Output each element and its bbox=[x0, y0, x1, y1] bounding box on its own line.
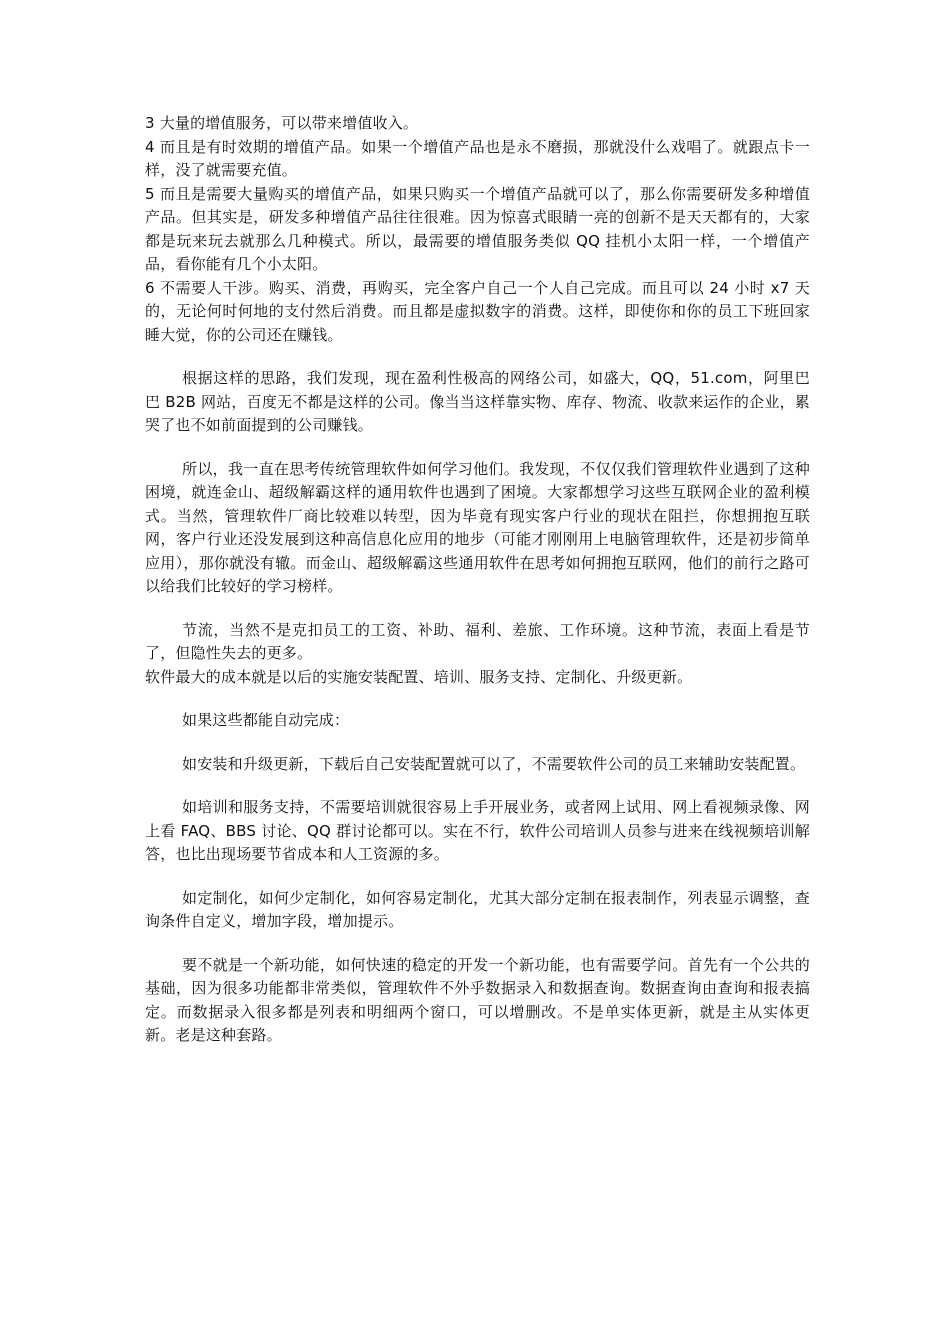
paragraph-management-software: 所以，我一直在思考传统管理软件如何学习他们。我发现，不仅仅我们管理软件业遇到了这种困境，就连金山、超级解霸这样的通用软件也遇到了困境。大家都想学习这些互联网企业的盈利模式。当然，管理软件厂商比较难以转型，因为毕竟有现实客户行业的现状在阻拦，你想拥抱互联网，客户行业还没发展到这种高信息化应用的地步（可能才刚刚用上电脑管理软件，还是初步简单应用），那你就没有辙。而金山、超级解霸这些通用软件在思考如何拥抱互联网，他们的前行之路可以给我们比较好的学习榜样。 bbox=[145, 459, 810, 595]
paragraph-new-feature: 要不就是一个新功能，如何快速的稳定的开发一个新功能，也有需要学问。首先有一个公共的基础，因为很多功能都非常类似，管理软件不外乎数据录入和数据查询。数据查询由查询和报表搞定。而数据录入很多都是列表和明细两个窗口，可以增删改。不是单实体更新，就是主从实体更新。老是这种套路。 bbox=[145, 955, 810, 1044]
paragraph-largest-cost: 软件最大的成本就是以后的实施安装配置、培训、服务支持、定制化、升级更新。 bbox=[145, 667, 693, 686]
list-item-4: 4 而且是有时效期的增值产品。如果一个增值产品也是永不磨损，那就没什么戏唱了。就跟点卡一样，没了就需要充值。 bbox=[145, 137, 810, 179]
paragraph-cost-saving: 节流，当然不是克扣员工的工资、补助、福利、差旅、工作环境。这种节流，表面上看是节了，但隐性失去的更多。 bbox=[145, 620, 810, 662]
paragraph-internet-companies: 根据这样的思路，我们发现，现在盈利性极高的网络公司，如盛大，QQ，51.com，阿里巴巴 B2B 网站，百度无不都是这样的公司。像当当这样靠实物、库存、物流、收款来运作的企业，累哭了也不如前面提到的公司赚钱。 bbox=[145, 369, 810, 434]
paragraph-customization: 如定制化，如何少定制化，如何容易定制化，尤其大部分定制在报表制作，列表显示调整，查询条件自定义，增加字段，增加提示。 bbox=[145, 888, 810, 930]
list-item-3: 3 大量的增值服务，可以带来增值收入。 bbox=[145, 114, 419, 132]
paragraph-automation-intro: 如果这些都能自动完成： bbox=[182, 711, 350, 729]
list-item-5: 5 而且是需要大量购买的增值产品，如果只购买一个增值产品就可以了，那么你需要研发多种增值产品。但其实是，研发多种增值产品往往很难。因为惊喜式眼睛一亮的创新不是天天都有的，大家都是玩来玩去就那么几种模式。所以，最需要的增值服务类似 QQ 挂机小太阳一样，一个增值产品，看你能有几个小太阳。 bbox=[145, 184, 810, 273]
paragraph-installation: 如安装和升级更新，下载后自己安装配置就可以了，不需要软件公司的员工来辅助安装配置。 bbox=[182, 754, 806, 773]
document-body bbox=[145, 112, 810, 1048]
list-item-6: 6 不需要人干涉。购买、消费，再购买，完全客户自己一个人自己完成。而且可以 24 小时 x7 天的，无论何时何地的支付然后消费。而且都是虚拟数字的消费。这样，即使你和你的员工下班回家睡大觉，你的公司还在赚钱。 bbox=[145, 278, 810, 344]
paragraph-training: 如培训和服务支持，不需要培训就很容易上手开展业务，或者网上试用、网上看视频录像、网上看 FAQ、BBS 讨论、QQ 群讨论都可以。实在不行，软件公司培训人员参与进来在线视频培训解答，也比出现场要节省成本和人工资源的多。 bbox=[145, 798, 810, 863]
